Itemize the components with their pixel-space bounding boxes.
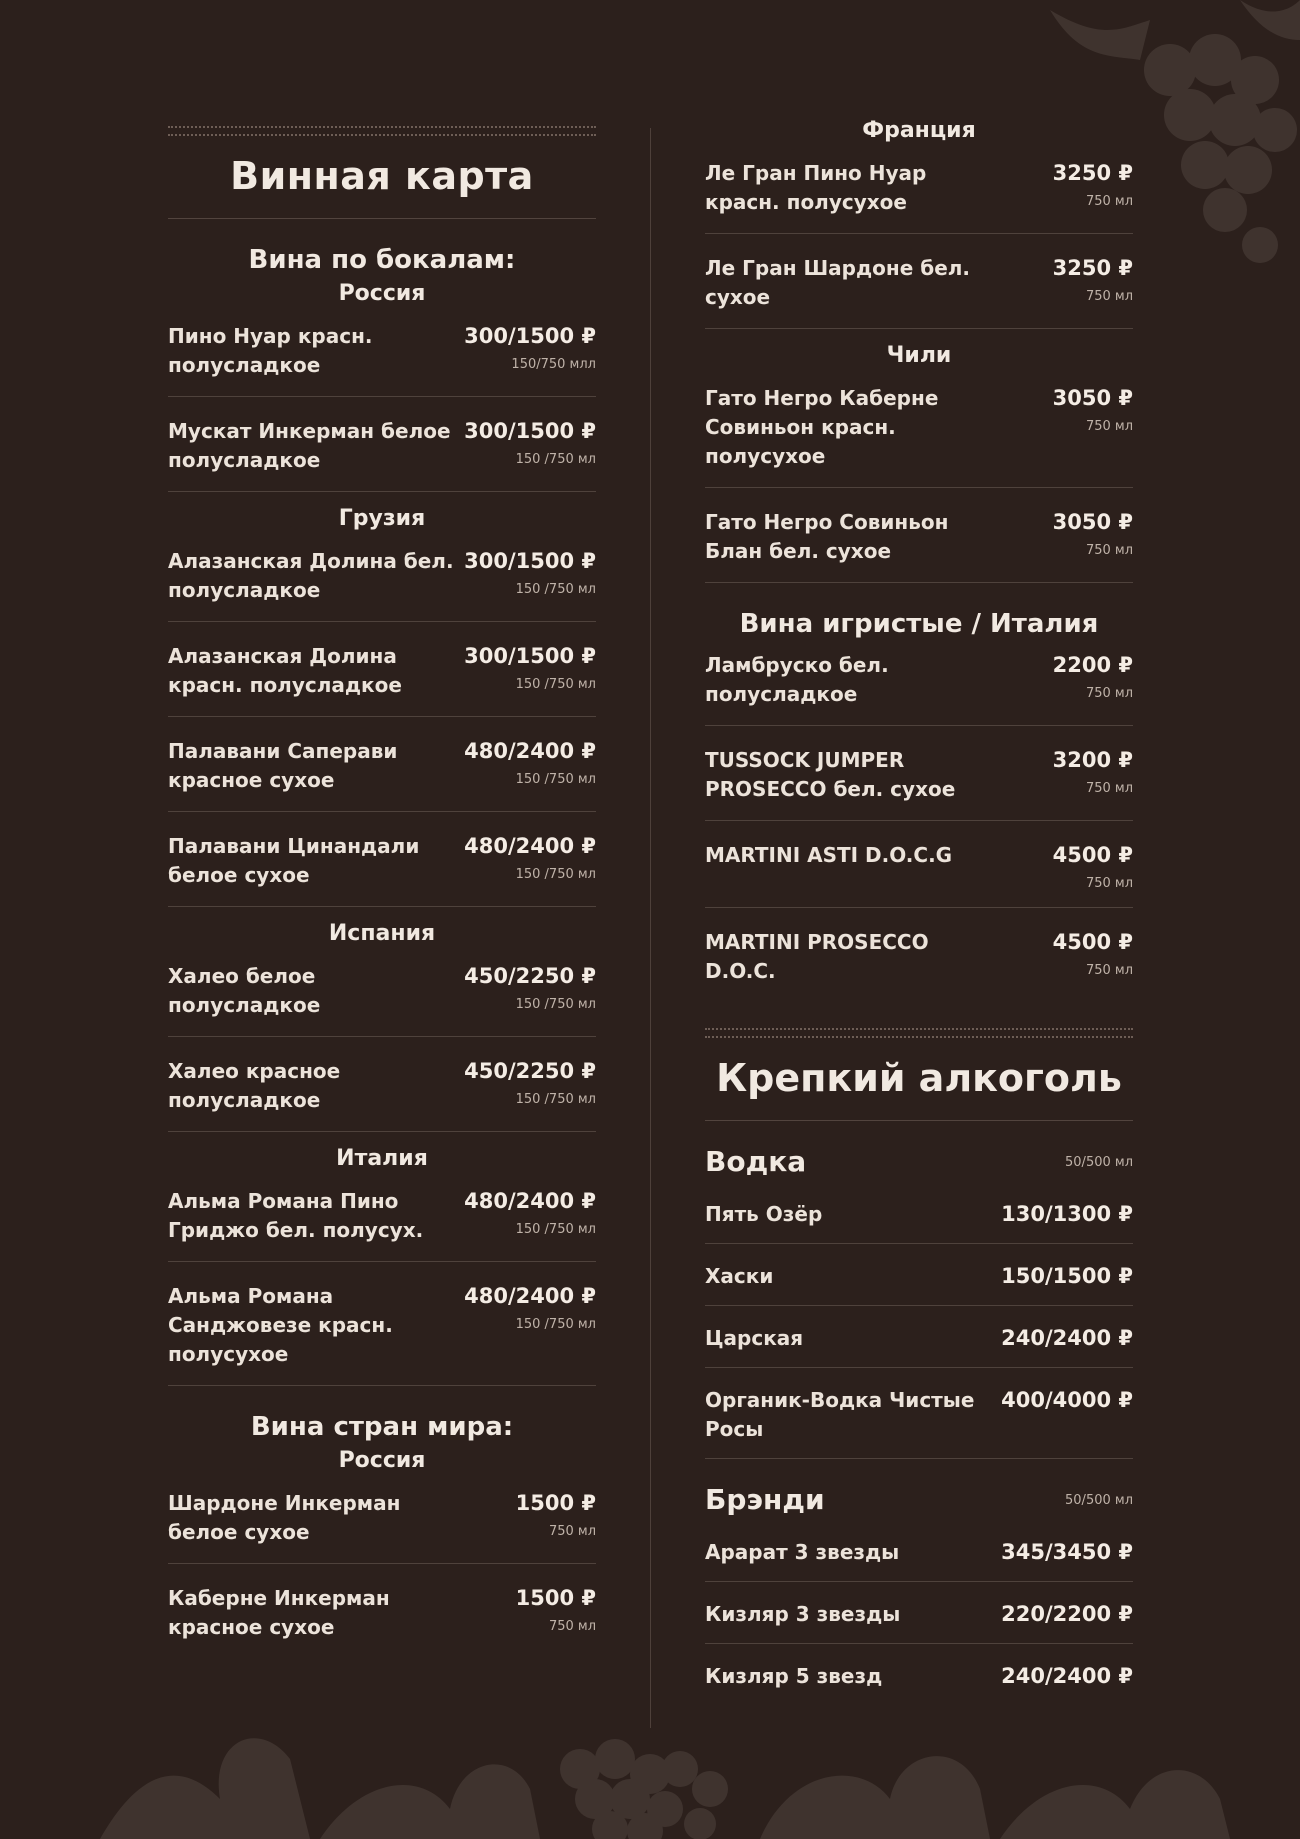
dotted-rule [168,126,596,136]
wine-price: 1500 ₽ [515,1586,596,1610]
wine-price: 300/1500 ₽ [464,324,596,348]
wine-volume: 150 /750 мл [515,582,596,597]
spirit-item [705,1596,1133,1644]
wine-price: 300/1500 ₽ [464,549,596,573]
country-heading: Россия [338,281,426,306]
divider [705,1120,1133,1121]
wine-name: Халео белое полусладкое [168,964,321,1017]
wine-volume: 150 /750 мл [515,772,596,787]
wine-price: 3200 ₽ [1052,748,1133,772]
wine-price: 300/1500 ₽ [464,419,596,443]
wine-price: 4500 ₽ [1052,843,1133,867]
wine-volume: 750 мл [1085,963,1133,978]
wine-item [168,1276,596,1386]
wine-name: Палавани Саперави красное сухое [168,739,398,792]
wine-name: MARTINI ASTI D.O.C.G [705,843,953,867]
wine-volume: 750 мл [1085,289,1133,304]
wine-name: TUSSOCK JUMPER PROSECCO бел. сухое [705,748,956,801]
wine-volume: 150 /750 мл [515,1092,596,1107]
wine-price: 3250 ₽ [1052,161,1133,185]
country-heading: Чили [886,343,952,368]
wine-price: 480/2400 ₽ [464,834,596,858]
country-heading: Италия [336,1146,428,1171]
category-name: Водка [705,1145,807,1178]
wine-item [168,411,596,492]
wine-item [705,740,1133,821]
wine-price: 450/2250 ₽ [464,1059,596,1083]
country-heading: Россия [338,1448,426,1473]
wine-volume: 150 /750 мл [515,1317,596,1332]
wine-volume: 750 мл [1085,686,1133,701]
wine-volume: 750 мл [1085,876,1133,891]
wine-price: 300/1500 ₽ [464,644,596,668]
country-heading: Испания [328,921,436,946]
wine-volume: 750 мл [548,1524,596,1539]
wine-item [168,1051,596,1132]
wine-volume: 150 /750 мл [515,997,596,1012]
wine-price: 4500 ₽ [1052,930,1133,954]
wine-name: Альма Романа Санджовезе красн. полусухое [168,1284,393,1366]
wine-list-title: Винная карта [230,154,534,198]
wine-name: Мускат Инкерман белое полусладкое [168,419,451,472]
wine-name: Ле Гран Шардоне бел. сухое [705,256,971,309]
spirit-name: Царская [705,1326,804,1350]
wine-item [168,1181,596,1262]
column-divider [650,128,651,1728]
wine-name: Алазанская Долина бел. полусладкое [168,549,454,602]
spirit-price: 150/1500 ₽ [1001,1264,1133,1288]
wine-name: Альма Романа Пино Гриджо бел. полусух. [168,1189,424,1242]
wine-price: 3050 ₽ [1052,386,1133,410]
category-volume: 50/500 мл [1065,1493,1133,1508]
spirit-price: 240/2400 ₽ [1001,1664,1133,1688]
wine-volume: 750 мл [1085,194,1133,209]
spirit-name: Хаски [705,1264,774,1288]
spirit-item [705,1534,1133,1582]
wine-price: 450/2250 ₽ [464,964,596,988]
wine-volume: 750 мл [1085,419,1133,434]
country-heading: Франция [862,118,976,143]
spirit-name: Арарат 3 звезды [705,1540,900,1564]
wine-item [705,835,1133,908]
wine-volume: 150 /750 мл [515,677,596,692]
spirit-item [705,1258,1133,1306]
spirit-price: 345/3450 ₽ [1001,1540,1133,1564]
spirit-name: Пять Озёр [705,1202,823,1226]
wine-name: Шардоне Инкерман белое сухое [168,1491,401,1544]
wine-item [168,1483,596,1564]
wine-item [705,248,1133,329]
spirit-item [705,1320,1133,1368]
wine-volume: 150 /750 мл [515,867,596,882]
wine-item [168,636,596,717]
wine-item [168,826,596,907]
category-header [705,1145,1133,1178]
spirit-item [705,1658,1133,1705]
spirit-price: 130/1300 ₽ [1001,1202,1133,1226]
wine-price: 480/2400 ₽ [464,1189,596,1213]
category-volume: 50/500 мл [1065,1155,1133,1170]
wine-price: 480/2400 ₽ [464,739,596,763]
wine-item [168,956,596,1037]
wine-name: MARTINI PROSECCO D.O.C. [705,930,929,983]
wine-item [705,502,1133,583]
wine-item [705,922,1133,1002]
spirit-name: Кизляр 3 звезды [705,1602,901,1626]
right-column [705,118,1133,1719]
wine-name: Ламбруско бел. полусладкое [705,653,889,706]
spirit-price: 220/2200 ₽ [1001,1602,1133,1626]
wine-name: Пино Нуар красн. полусладкое [168,324,373,377]
wine-item [168,541,596,622]
wine-name: Алазанская Долина красн. полусладкое [168,644,402,697]
country-heading: Грузия [338,506,426,531]
wine-name: Палавани Цинандали белое сухое [168,834,420,887]
wine-volume: 150 /750 мл [515,452,596,467]
wine-name: Каберне Инкерман красное сухое [168,1586,390,1639]
spirit-name: Кизляр 5 звезд [705,1664,883,1688]
divider [168,218,596,219]
wine-price: 1500 ₽ [515,1491,596,1515]
wine-volume: 750 мл [1085,543,1133,558]
spirit-name: Органик-Водка Чистые Росы [705,1388,975,1441]
wine-price: 2200 ₽ [1052,653,1133,677]
strong-alcohol-title: Крепкий алкоголь [716,1056,1122,1100]
wine-price: 3050 ₽ [1052,510,1133,534]
world-wines-title: Вина стран мира: [250,1412,514,1442]
left-column [168,126,596,1662]
category-name: Брэнди [705,1483,825,1516]
spirit-price: 400/4000 ₽ [1001,1388,1133,1412]
wine-name: Ле Гран Пино Нуар красн. полусухое [705,161,927,214]
wine-item [168,316,596,397]
wine-volume: 750 мл [548,1619,596,1634]
wine-item [168,1578,596,1658]
wine-name: Гато Негро Каберне Совиньон красн. полусухое [705,386,939,468]
wine-name: Гато Негро Совиньон Блан бел. сухое [705,510,949,563]
by-glass-title: Вина по бокалам: [248,245,516,275]
wine-item [705,153,1133,234]
wine-price: 3250 ₽ [1052,256,1133,280]
wine-item [705,645,1133,726]
wine-volume: 150 /750 мл [515,1222,596,1237]
dotted-rule [705,1028,1133,1038]
category-header [705,1483,1133,1516]
sparkling-title: Вина игристые / Италия [739,609,1099,639]
spirit-price: 240/2400 ₽ [1001,1326,1133,1350]
wine-price: 480/2400 ₽ [464,1284,596,1308]
wine-volume: 750 мл [1085,781,1133,796]
spirit-item [705,1382,1133,1459]
wine-name: Халео красное полусладкое [168,1059,341,1112]
spirit-item [705,1196,1133,1244]
wine-volume: 150/750 млл [511,357,596,372]
wine-item [705,378,1133,488]
wine-item [168,731,596,812]
